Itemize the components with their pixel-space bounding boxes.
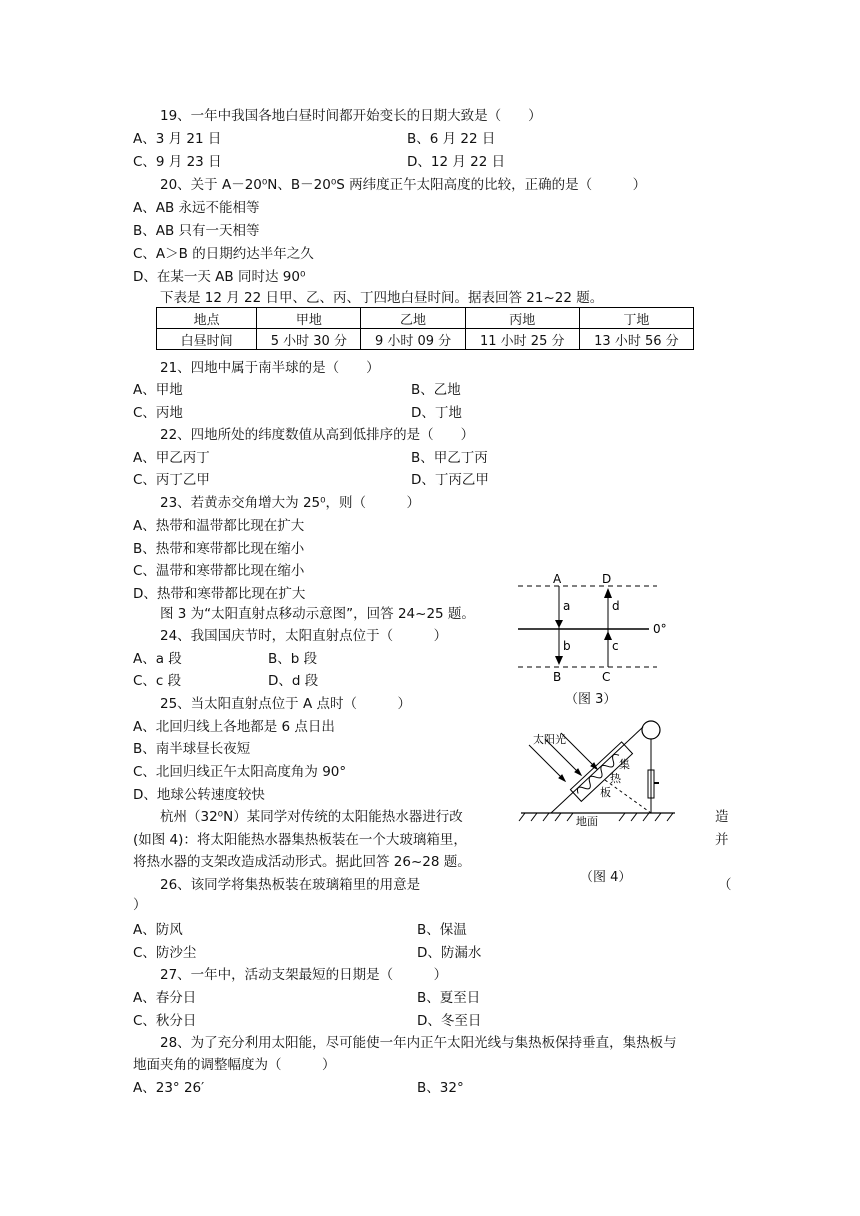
q24-option-d[interactable]: D、d 段 xyxy=(268,673,319,689)
table-intro: 下表是 12 月 22 日甲、乙、丙、丁四地白昼时间。据表回答 21~22 题。 xyxy=(160,290,604,306)
q24-option-a[interactable]: A、a 段 xyxy=(133,651,182,667)
table-cell: 11 小时 25 分 xyxy=(465,329,579,350)
ground-label: 地面 xyxy=(576,815,598,828)
figure-4-caption: （图 4） xyxy=(580,870,632,885)
point-d-label: D xyxy=(602,572,612,586)
table-cell: 13 小时 56 分 xyxy=(579,329,693,350)
segment-d-label: d xyxy=(612,599,620,613)
q19-stem: 19、一年中我国各地白昼时间都开始变长的日期大致是（ ） xyxy=(160,108,542,124)
q26-option-b[interactable]: B、保温 xyxy=(417,922,467,938)
daylight-table xyxy=(156,307,694,350)
q20-stem: 20、关于 A－20⁰N、B－20⁰S 两纬度正午太阳高度的比较，正确的是（ ） xyxy=(160,177,647,193)
arrow-head-c xyxy=(604,631,612,640)
q22-option-a[interactable]: A、甲乙丙丁 xyxy=(133,450,210,466)
q20-option-a[interactable]: A、AB 永远不能相等 xyxy=(133,200,260,216)
panel-label-2: 热 xyxy=(610,772,621,785)
fig4-intro-line1-end: 造 xyxy=(715,809,729,825)
point-c-label: C xyxy=(602,670,611,684)
q23-option-a[interactable]: A、热带和温带都比现在扩大 xyxy=(133,518,305,534)
fig3-intro: 图 3 为“太阳直射点移动示意图”，回答 24~25 题。 xyxy=(160,606,475,622)
q26-option-a[interactable]: A、防风 xyxy=(133,922,183,938)
q20-option-d[interactable]: D、在某一天 AB 同时达 90⁰ xyxy=(133,269,306,285)
q26-option-d[interactable]: D、防漏水 xyxy=(417,945,482,961)
q27-option-a[interactable]: A、春分日 xyxy=(133,990,197,1006)
q28-option-b[interactable]: B、32° xyxy=(417,1080,464,1096)
equator-zero-label: 0° xyxy=(653,622,667,636)
segment-c-label: c xyxy=(612,639,619,653)
point-a-label: A xyxy=(553,572,562,586)
panel-label-1: 集 xyxy=(619,758,630,771)
q28-stem-line2: 地面夹角的调整幅度为（ ） xyxy=(133,1057,336,1073)
panel-label-3: 板 xyxy=(600,786,611,799)
fig4-intro-line2-end: 并 xyxy=(715,832,729,848)
q26-stem: 26、该同学将集热板装在玻璃箱里的用意是 xyxy=(160,877,421,893)
q21-option-c[interactable]: C、丙地 xyxy=(133,405,183,421)
q25-option-c[interactable]: C、北回归线正午太阳高度角为 90° xyxy=(133,764,347,780)
table-header-cell: 丙地 xyxy=(465,308,579,329)
arrow-head-a xyxy=(555,620,563,628)
arrow-head-d xyxy=(604,588,612,598)
q26-paren-open: （ xyxy=(718,877,732,893)
fig4-intro-line3: 将热水器的支架改造成活动形式。据此回答 26~28 题。 xyxy=(133,854,471,870)
q19-option-c[interactable]: C、9 月 23 日 xyxy=(133,154,222,170)
q24-stem: 24、我国国庆节时，太阳直射点位于（ ） xyxy=(160,628,448,644)
q19-option-b[interactable]: B、6 月 22 日 xyxy=(407,131,496,147)
q24-option-b[interactable]: B、b 段 xyxy=(268,651,318,667)
q22-stem: 22、四地所处的纬度数值从高到低排序的是（ ） xyxy=(160,427,475,443)
q22-option-b[interactable]: B、甲乙丁丙 xyxy=(411,450,488,466)
point-b-label: B xyxy=(553,670,562,684)
q28-option-a[interactable]: A、23° 26′ xyxy=(133,1080,205,1096)
q25-option-b[interactable]: B、南半球昼长夜短 xyxy=(133,741,251,757)
q21-option-d[interactable]: D、丁地 xyxy=(411,405,462,421)
q28-stem-line1: 28、为了充分利用太阳能，尽可能使一年内正午太阳光线与集热板保持垂直，集热板与 xyxy=(160,1035,677,1051)
sunlight-label: 太阳光 xyxy=(533,733,566,746)
table-cell: 5 小时 30 分 xyxy=(257,329,361,350)
table-header-cell: 甲地 xyxy=(257,308,361,329)
q25-option-d[interactable]: D、地球公转速度较快 xyxy=(133,787,265,803)
q21-option-b[interactable]: B、乙地 xyxy=(411,382,461,398)
q24-option-c[interactable]: C、c 段 xyxy=(133,673,182,689)
table-row xyxy=(157,329,694,350)
table-cell: 9 小时 09 分 xyxy=(361,329,465,350)
q27-option-d[interactable]: D、冬至日 xyxy=(417,1013,482,1029)
figure-3-caption: （图 3） xyxy=(565,692,617,707)
q20-option-b[interactable]: B、AB 只有一天相等 xyxy=(133,223,260,239)
q26-paren-close: ） xyxy=(133,897,147,913)
q26-option-c[interactable]: C、防沙尘 xyxy=(133,945,197,961)
q22-option-c[interactable]: C、丙丁乙甲 xyxy=(133,472,210,488)
q27-option-b[interactable]: B、夏至日 xyxy=(417,990,481,1006)
q19-option-a[interactable]: A、3 月 21 日 xyxy=(133,131,222,147)
table-header-cell: 地点 xyxy=(157,308,257,329)
q23-option-c[interactable]: C、温带和寒带都比现在缩小 xyxy=(133,563,305,579)
q25-option-a[interactable]: A、北回归线上各地都是 6 点日出 xyxy=(133,719,335,735)
q23-option-d[interactable]: D、热带和寒带都比现在扩大 xyxy=(133,586,306,602)
q21-stem: 21、四地中属于南半球的是（ ） xyxy=(160,360,380,376)
q20-option-c[interactable]: C、A＞B 的日期约达半年之久 xyxy=(133,246,314,262)
q19-option-d[interactable]: D、12 月 22 日 xyxy=(407,154,506,170)
pulley-icon xyxy=(642,721,660,739)
q22-option-d[interactable]: D、丁丙乙甲 xyxy=(411,472,489,488)
table-header-row xyxy=(157,308,694,329)
segment-b-label: b xyxy=(563,639,571,653)
q27-option-c[interactable]: C、秋分日 xyxy=(133,1013,197,1029)
q27-stem: 27、一年中，活动支架最短的日期是（ ） xyxy=(160,967,448,983)
q21-option-a[interactable]: A、甲地 xyxy=(133,382,183,398)
table-header-cell: 丁地 xyxy=(579,308,693,329)
q23-stem: 23、若黄赤交角增大为 25⁰，则（ ） xyxy=(160,495,421,511)
figure-4-solar-heater xyxy=(515,715,685,860)
arrow-head-b xyxy=(555,656,563,665)
q23-option-b[interactable]: B、热带和寒带都比现在缩小 xyxy=(133,541,305,557)
table-cell: 白昼时间 xyxy=(157,329,257,350)
segment-a-label: a xyxy=(563,599,571,613)
q25-stem: 25、当太阳直射点位于 A 点时（ ） xyxy=(160,696,411,712)
table-header-cell: 乙地 xyxy=(361,308,465,329)
fig4-intro-line1: 杭州（32⁰N）某同学对传统的太阳能热水器进行改 xyxy=(160,809,463,825)
fig4-intro-line2: (如图 4)：将太阳能热水器集热板装在一个大玻璃箱里， xyxy=(133,832,467,848)
